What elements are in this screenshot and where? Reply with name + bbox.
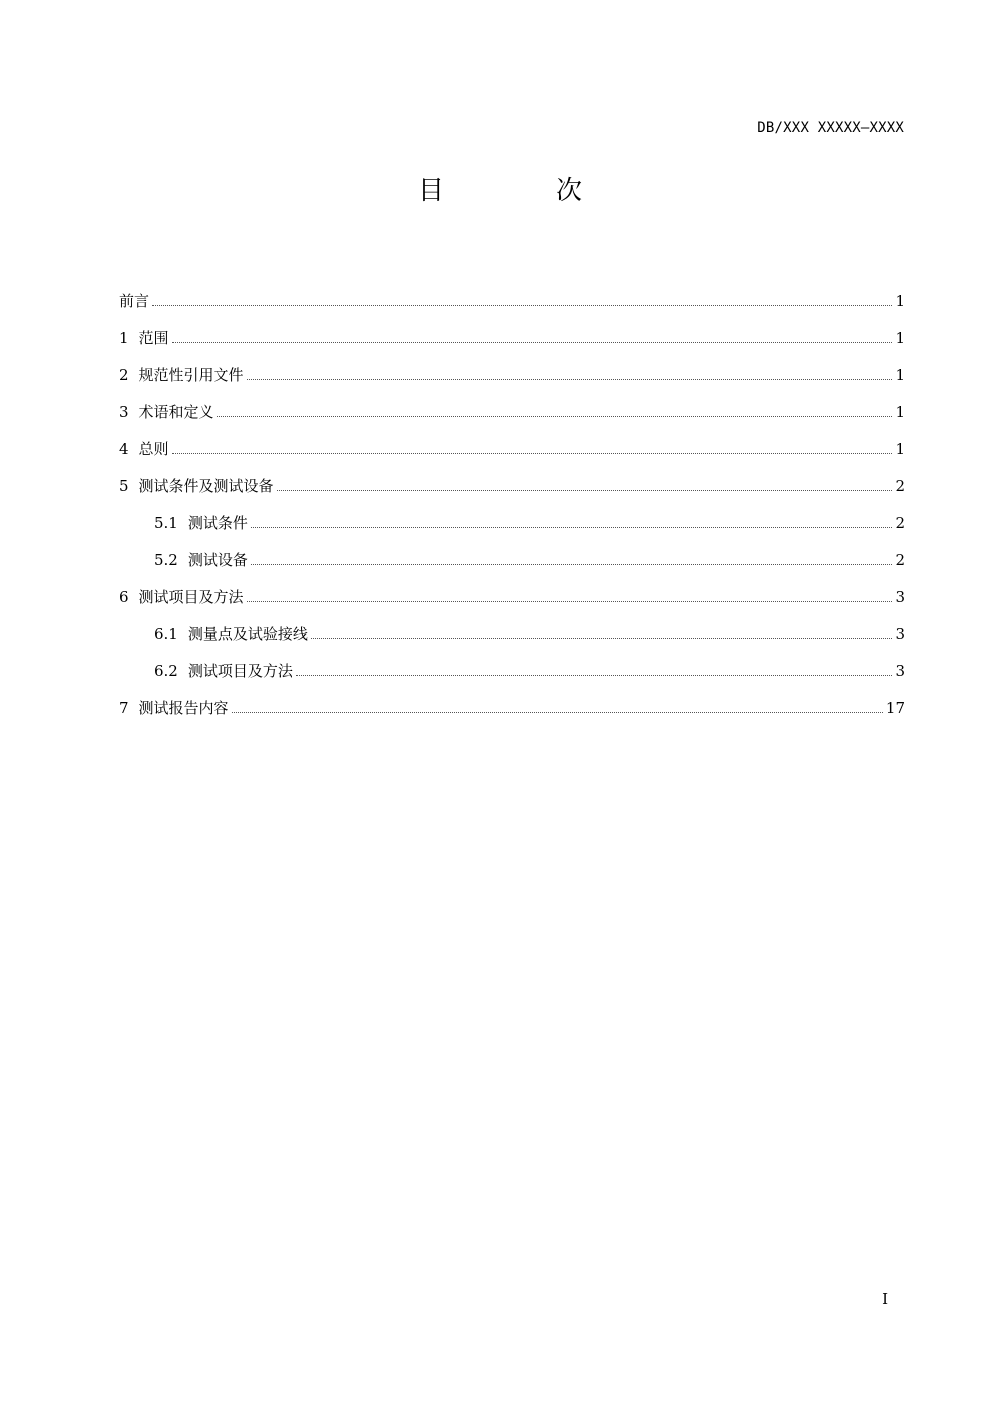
toc-entry-6-1[interactable] [119, 623, 905, 660]
toc-leader-dots [247, 379, 893, 380]
toc-entry-1[interactable] [119, 327, 905, 364]
toc-entry-label: 测试条件 [187, 514, 248, 532]
toc-page-number: 3 [895, 662, 905, 680]
toc-entry-label: 范围 [138, 329, 169, 347]
toc-leader-dots [172, 453, 893, 454]
toc-entry-6[interactable] [119, 586, 905, 623]
toc-leader-dots [232, 712, 883, 713]
toc-leader-dots [247, 601, 893, 602]
document-code: DB/XXX XXXXX—XXXX [757, 120, 904, 136]
title-char-2: 次 [556, 176, 583, 206]
toc-entry-number: 4 [119, 440, 129, 458]
toc-leader-dots [172, 342, 893, 343]
toc-entry-5-1[interactable] [119, 512, 905, 549]
toc-entry-number: 3 [119, 403, 129, 421]
toc-entry-3[interactable] [119, 401, 905, 438]
toc-entry-label: 测试项目及方法 [138, 588, 244, 606]
toc-entry-label: 前言 [119, 292, 150, 310]
toc-entry-label: 测量点及试验接线 [187, 625, 308, 643]
toc-entry-number: 6.1 [154, 625, 178, 643]
toc-page-number: 1 [895, 329, 905, 347]
toc-leader-dots [251, 564, 893, 565]
toc-entry-label: 测试设备 [187, 551, 248, 569]
toc-entry-label: 测试项目及方法 [187, 662, 293, 680]
toc-entry-4[interactable] [119, 438, 905, 475]
toc-entry-foreword[interactable] [119, 290, 905, 327]
toc-page-number: 2 [895, 514, 905, 532]
toc-entry-number: 6.2 [154, 662, 178, 680]
page-number: I [882, 1290, 888, 1308]
toc-leader-dots [311, 638, 893, 639]
toc-entry-2[interactable] [119, 364, 905, 401]
toc-entry-number: 1 [119, 329, 129, 347]
toc-entry-label: 总则 [138, 440, 169, 458]
title-char-1: 目 [417, 176, 444, 206]
toc-page-number: 1 [895, 403, 905, 421]
toc-page-number: 3 [895, 588, 905, 606]
toc-entry-5-2[interactable] [119, 549, 905, 586]
toc-leader-dots [296, 675, 893, 676]
toc-page-number: 1 [895, 292, 905, 310]
toc-entry-number: 5.2 [154, 551, 178, 569]
toc-entry-number: 7 [119, 699, 129, 717]
table-of-contents [119, 290, 905, 734]
toc-page-number: 1 [895, 440, 905, 458]
toc-entry-label: 术语和定义 [138, 403, 214, 421]
toc-entry-5[interactable] [119, 475, 905, 512]
toc-page-number: 2 [895, 551, 905, 569]
toc-entry-label: 测试报告内容 [138, 699, 229, 717]
toc-leader-dots [251, 527, 893, 528]
page-title [0, 170, 1000, 207]
toc-leader-dots [277, 490, 893, 491]
toc-entry-number: 5 [119, 477, 129, 495]
toc-page-number: 17 [885, 699, 905, 717]
toc-page-number: 2 [895, 477, 905, 495]
toc-entry-label: 规范性引用文件 [138, 366, 244, 384]
toc-entry-number: 2 [119, 366, 129, 384]
toc-leader-dots [217, 416, 893, 417]
toc-page-number: 3 [895, 625, 905, 643]
toc-entry-7[interactable] [119, 697, 905, 734]
toc-leader-dots [152, 305, 892, 306]
toc-page-number: 1 [895, 366, 905, 384]
toc-entry-number: 5.1 [154, 514, 178, 532]
toc-entry-label: 测试条件及测试设备 [138, 477, 274, 495]
toc-entry-6-2[interactable] [119, 660, 905, 697]
toc-entry-number: 6 [119, 588, 129, 606]
